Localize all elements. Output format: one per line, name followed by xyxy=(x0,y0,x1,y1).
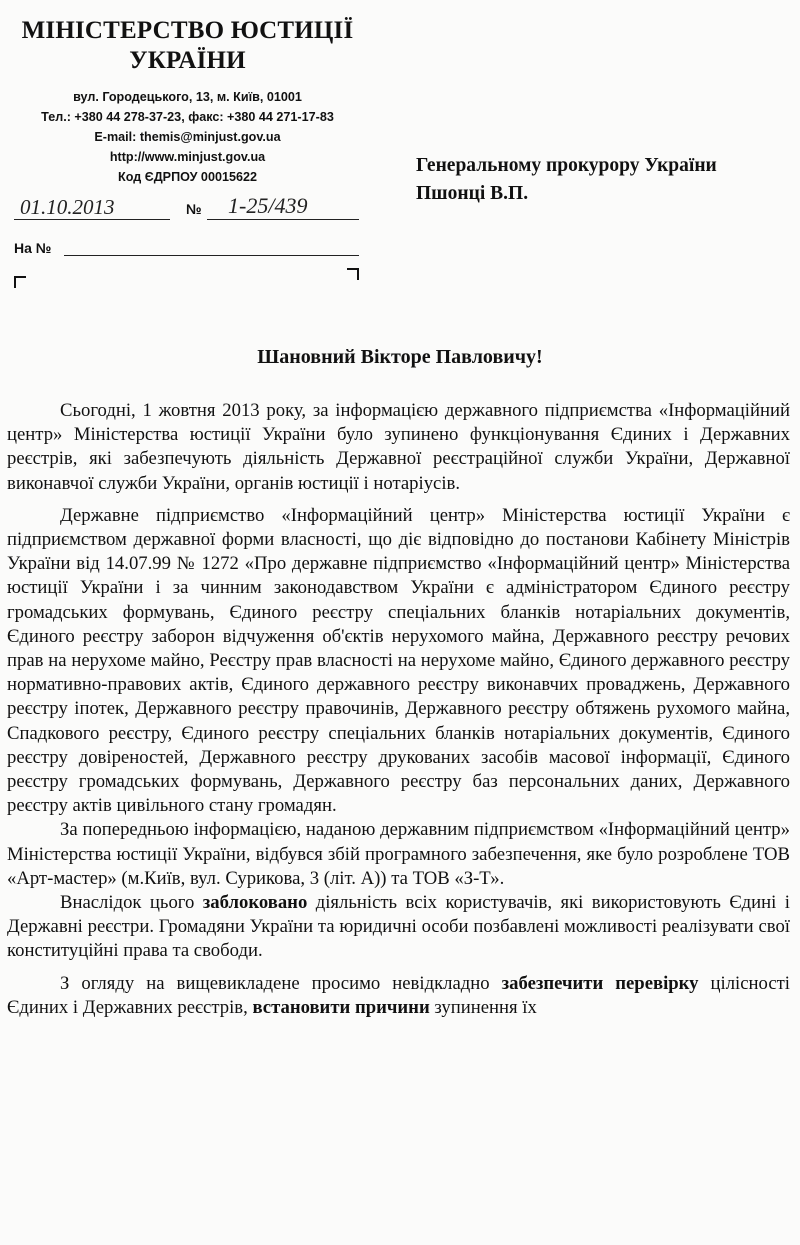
number-label: № xyxy=(186,201,202,217)
addressee-title: Генеральному прокурору України xyxy=(416,155,717,176)
p5-text-end: зупинення їх xyxy=(429,996,537,1018)
paragraph-3: За попередньою інформацією, наданою державним підприємством «Інформаційний центр» Міністерства юстиції України, відбувся збій програмного забезпечення, яке було розроблене ТОВ «Арт-мастер» (м.Київ, вул. Сурикова, 3 (літ. А)) та ТОВ «З-Т». xyxy=(7,819,790,889)
addressee xyxy=(416,152,717,208)
p5-bold-2: встановити причини xyxy=(252,996,430,1018)
reply-to-underline xyxy=(64,255,359,256)
handwritten-number: 1-25/439 xyxy=(228,193,308,218)
corner-mark-left xyxy=(14,276,26,288)
website: http://www.minjust.gov.ua xyxy=(109,150,266,164)
letter-body xyxy=(7,399,790,1028)
date-underline xyxy=(14,219,170,220)
paragraph-4 xyxy=(7,891,790,964)
reply-to-label: На № xyxy=(14,240,52,256)
ministry-name-line2: УКРАЇНИ xyxy=(129,47,246,74)
address: вул. Городецького, 13, м. Київ, 01001 xyxy=(73,90,302,104)
addressee-name: Пшонці В.П. xyxy=(416,183,529,204)
ministry-name-line1: МІНІСТЕРСТВО ЮСТИЦІЇ xyxy=(21,17,354,44)
salutation: Шановний Вікторе Павловичу! xyxy=(257,346,543,368)
p5-text-mid: цілісності Єдиних і Державних реєстрів, xyxy=(7,972,791,1018)
p4-bold: заблоковано xyxy=(202,892,308,914)
ministry-name xyxy=(10,16,365,76)
paragraph-5 xyxy=(7,972,790,1020)
p4-text-start: Внаслідок цього xyxy=(60,892,203,914)
reply-to-row xyxy=(14,240,359,260)
p4-text-end: діяльність всіх користувачів, які використовують Єдині і Державні реєстри. Громадяни України та юридичні особи позбавлені можливості реалізувати свої конституційні права та свободи. xyxy=(7,892,790,962)
edrpou-code: Код ЄДРПОУ 00015622 xyxy=(118,170,257,184)
ministry-contacts xyxy=(10,87,365,187)
phone-fax: Тел.: +380 44 278-37-23, факс: +380 44 271-17-83 xyxy=(41,110,334,124)
corner-mark-right xyxy=(347,268,359,280)
p5-bold-1: забезпечити перевірку xyxy=(501,972,699,994)
registration-row xyxy=(14,195,359,221)
handwritten-date: 01.10.2013 xyxy=(20,195,115,219)
paragraph-2: Державне підприємство «Інформаційний центр» Міністерства юстиції України є підприємством державної форми власності, що діє відповідно до постанови Кабінету Міністрів України від 14.07.99 № 1272 «Про державне підприємство «Інформаційний центр» Міністерства юстиції України і за чинним законодавством України є адміністратором Єдиного реєстру громадських формувань, Єдиного реєстру спеціальних бланків нотаріальних документів, Єдиного реєстру заборон відчуження об'єктів нерухомого майна, Державного реєстру речових прав на нерухоме майно, Реєстру прав власності на нерухоме майно, Єдиного державного реєстру нормативно-правових актів, Єдиного державного реєстру виконавчих проваджень, Державного реєстру іпотек, Державного реєстру правочинів, Державного реєстру обтяжень рухомого майна, Спадкового реєстру, Єдиного реєстру спеціальних бланків нотаріальних документів, Єдиного реєстру довіреностей, Державного реєстру друкованих засобів масової інформації, Єдиного реєстру громадських формувань, Державного реєстру баз персональних даних, Державного реєстру актів цивільного стану громадян. xyxy=(7,504,790,817)
p5-text-start: З огляду на вищевикладене просимо невідкладно xyxy=(60,972,502,994)
number-underline xyxy=(207,219,359,220)
email: E-mail: themis@minjust.gov.ua xyxy=(94,130,281,144)
paragraph-1: Сьогодні, 1 жовтня 2013 року, за інформацією державного підприємства «Інформаційний центр» Міністерства юстиції України було зупинено функціонування Єдиних і Державних реєстрів, які забезпечують діяльність Державної реєстраційної служби України, Державної виконавчої служби України, органів юстиції і нотаріусів. xyxy=(7,400,790,494)
